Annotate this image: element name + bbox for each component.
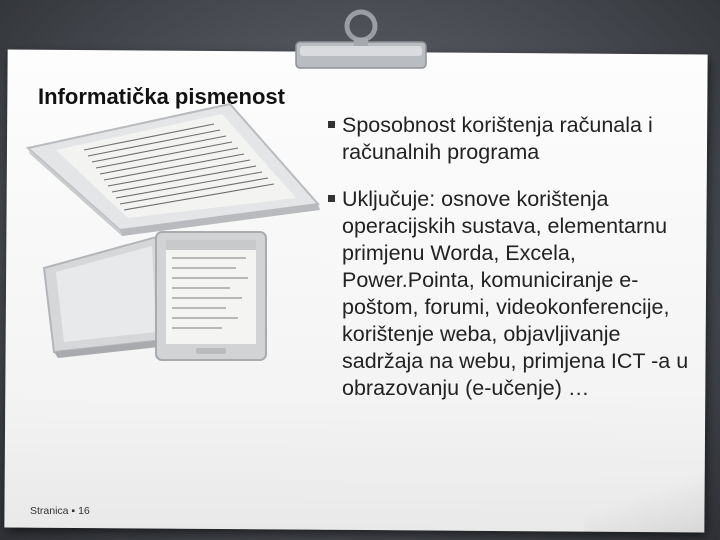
ereader-upright	[156, 232, 266, 360]
bullet-list	[328, 112, 698, 422]
bullet-item	[328, 112, 698, 166]
paper-curl	[584, 472, 704, 533]
square-bullet-icon	[328, 195, 335, 202]
page-number: Stranica ▪ 16	[30, 505, 90, 517]
bullet-item	[328, 186, 698, 402]
binder-clip-icon	[286, 4, 436, 74]
slide-title: Informatička pismenost	[38, 84, 285, 109]
bullet-text: Sposobnost korištenja računala i računalnih programa	[342, 113, 653, 164]
bullet-text: Uključuje: osnove korištenja operacijskih sustava, elementarnu primjenu Worda, Excela, Power.Pointa, komuniciranje e-poštom, forumi, videokonferencije, korištenje weba, objavljivanje sadržaja na webu, primjena ICT -a u obrazovanju (e-učenje) …	[342, 187, 689, 400]
square-bullet-icon	[328, 121, 335, 128]
